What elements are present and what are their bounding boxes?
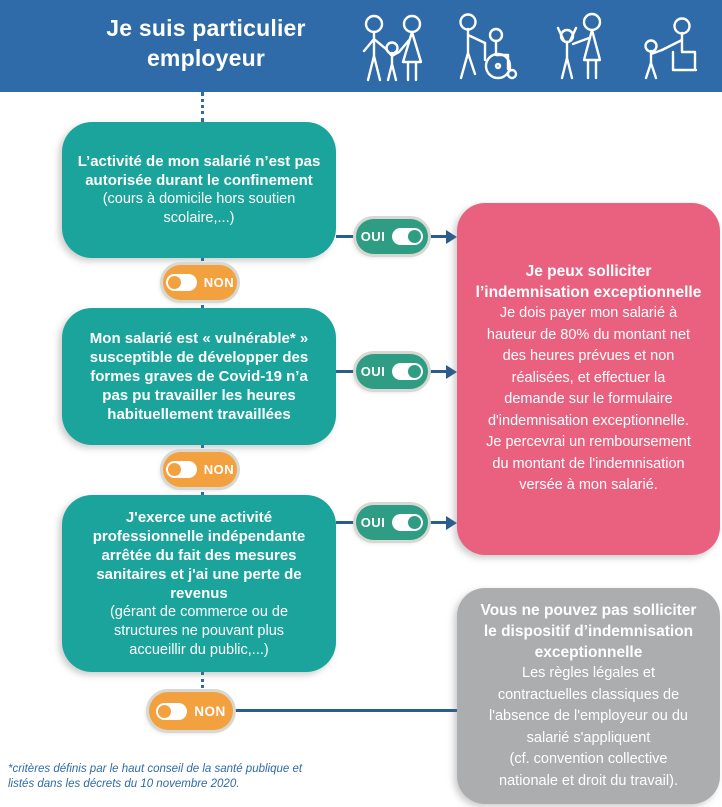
wheelchair-push-icon [461, 15, 517, 79]
arrow-right-icon [446, 230, 457, 244]
dotted-line [201, 672, 204, 694]
connector-line [336, 370, 358, 373]
oui-toggle-1[interactable] [356, 219, 428, 254]
connector-line [233, 709, 457, 712]
connector-line [428, 521, 448, 524]
condition-box-3 [62, 495, 336, 672]
family-icon [364, 16, 421, 80]
caregiver-icon [646, 19, 697, 79]
outcome-negative-title: Vous ne pouvez pas solliciter le dispositif d’indemnisation exceptionnelle [480, 602, 697, 661]
outcome-negative-card [457, 588, 720, 804]
non-toggle-2[interactable] [163, 452, 237, 487]
connector-line [336, 235, 358, 238]
outcome-positive-title: Je peux solliciter l’indemnisation exceptionnelle [475, 263, 702, 302]
footnote: *critères définis par le haut conseil de la santé publique et listés dans les décrets du 10 novembre 2020. [8, 763, 303, 790]
oui-label: OUI [360, 364, 386, 379]
non-label: NON [203, 462, 235, 477]
toggle-on-icon [392, 363, 423, 380]
non-label: NON [194, 703, 226, 719]
condition-box-3-normal-text: (gérant de commerce ou de structures ne pouvant plus accueillir du public,...) [109, 603, 289, 658]
connector-line [428, 370, 448, 373]
outcome-positive-card [457, 203, 720, 555]
arrow-right-icon [446, 516, 457, 530]
condition-box-1-normal-text: (cours à domicile hors soutien scolaire,...) [102, 191, 296, 226]
non-toggle-1[interactable] [163, 265, 237, 300]
condition-box-3-bold-text: J'exerce une activité professionnelle indépendante arrêtée du fait des mesures sanitaires et j'ai une perte de revenus [92, 508, 306, 602]
oui-toggle-2[interactable] [356, 354, 428, 389]
condition-box-1 [62, 122, 336, 258]
header-bar [0, 0, 722, 92]
oui-toggle-3[interactable] [356, 505, 428, 540]
toggle-off-icon [156, 703, 187, 720]
toggle-on-icon [392, 228, 423, 245]
oui-label: OUI [360, 515, 386, 530]
toggle-on-icon [392, 514, 423, 531]
non-toggle-3[interactable] [149, 692, 233, 730]
condition-box-1-bold-text: L’activité de mon salarié n’est pas autorisée durant le confinement [77, 153, 321, 189]
connector-line [428, 235, 448, 238]
oui-label: OUI [360, 229, 386, 244]
dotted-line [201, 92, 204, 122]
outcome-negative-body: Les règles légales et contractuelles classiques de l'absence de l'employeur ou du salarié s'appliquent (cf. convention collective nationale et droit du travail). [489, 665, 688, 789]
outcome-positive-body: Je dois payer mon salarié à hauteur de 80% du montant net des heures prévues et non réalisées, et effectuer la demande sur le formulaire d'indemnisation exceptionnelle. Je percevrai un remboursement du montant de l'indemnisation versée à mon salarié. [486, 305, 691, 494]
toggle-off-icon [166, 461, 197, 478]
connector-line [336, 521, 358, 524]
page-title: Je suis particulier employeur [106, 15, 306, 71]
non-label: NON [203, 275, 235, 290]
condition-box-2 [62, 308, 336, 445]
toggle-off-icon [166, 274, 197, 291]
header-people-icons [358, 8, 716, 90]
arrow-right-icon [446, 365, 457, 379]
parent-child-icon [558, 14, 600, 78]
condition-box-2-bold-text: Mon salarié est « vulnérable* » susceptible de développer des formes graves de Covid-19 n’a pas pu travailler les heures habituellement travaillées [89, 330, 309, 423]
